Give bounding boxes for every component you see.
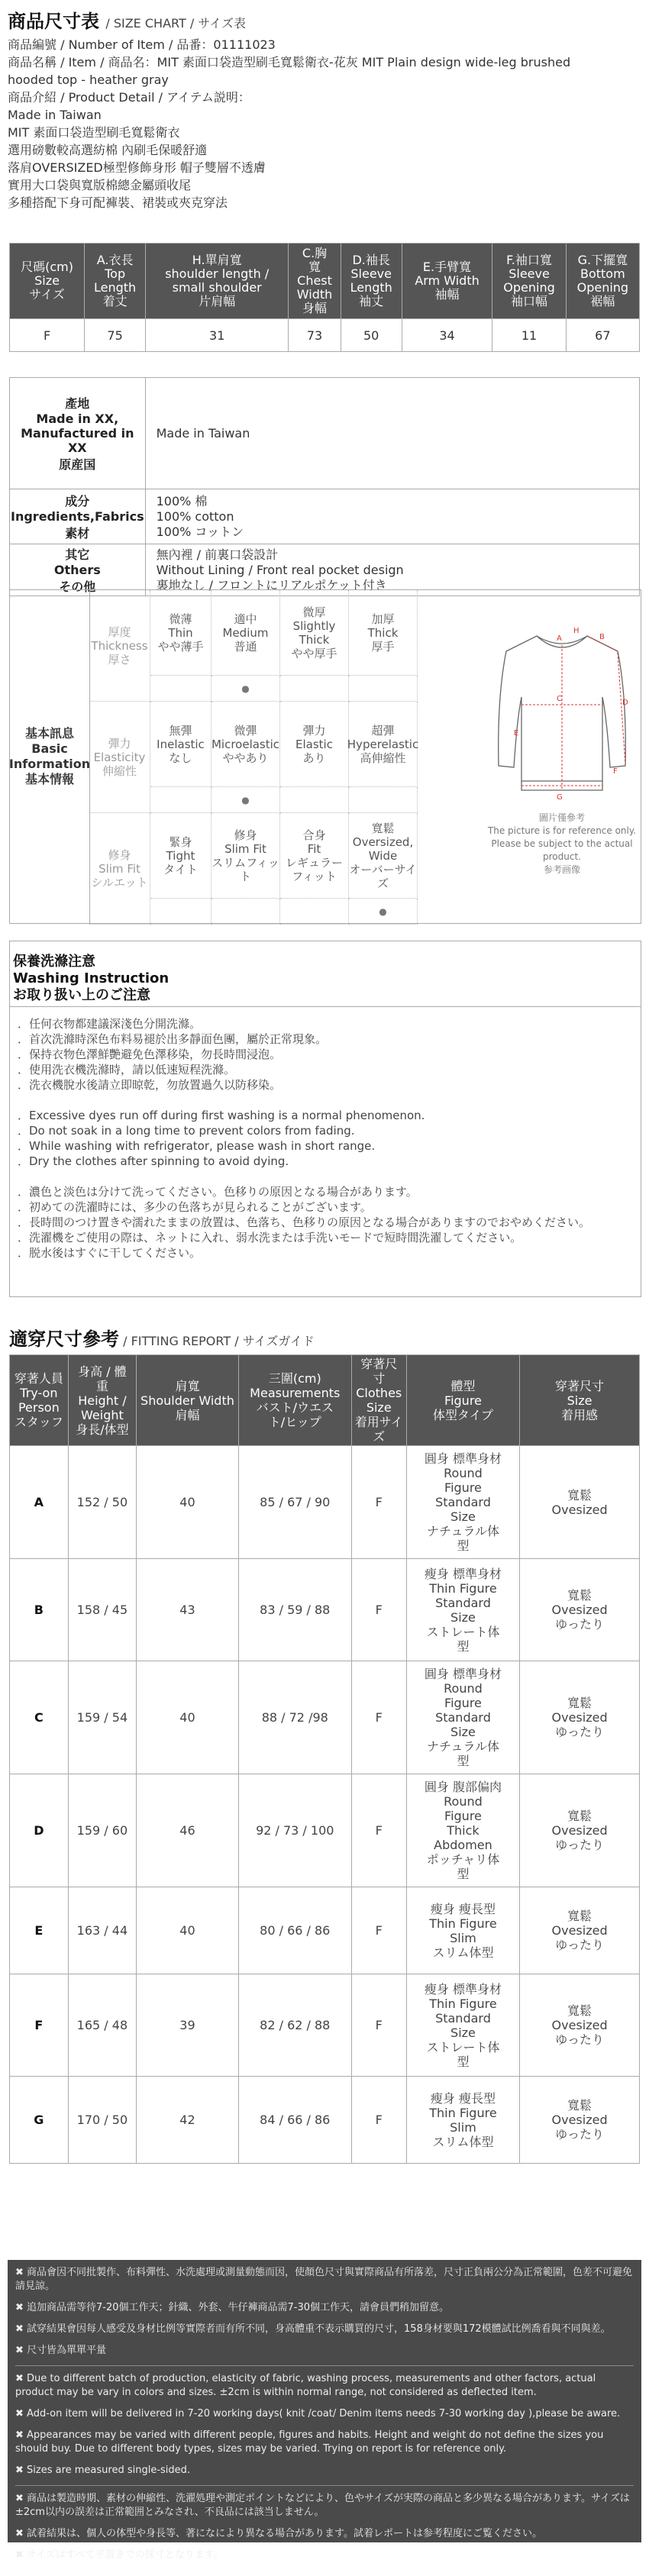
size-header-cell: G.下擺寬 Bottom Opening 裾幅: [566, 244, 639, 319]
selection-dot-cell: [280, 899, 349, 925]
care-line: ．首次洗滌時深色布料易褪於出多靜面色團，屬於正常現象。: [18, 1032, 328, 1046]
fitting-cell-figure: 圓身 腹部偏肉 Round Figure Thick Abdomen ポッチャリ体 型: [406, 1774, 519, 1887]
fitting-cell-figure: 瘦身 瘦長型 Thin Figure Slim スリム体型: [406, 1887, 519, 1974]
fitting-cell-fit: 寬鬆 Ovesized ゆったり: [520, 1974, 640, 2077]
size-header-cell: C.胸 寬 Chest Width 身幅: [289, 244, 341, 319]
basic-row-name: 修身 Slim Fit シルエット: [89, 813, 150, 925]
fitting-cell-shoulder: 40: [137, 1446, 239, 1559]
fitting-header-cell: 身高 / 體 重 Height / Weight 身長/体型: [68, 1355, 136, 1446]
fitting-header-cell: 肩寬 Shoulder Width 肩幅: [137, 1355, 239, 1446]
basic-info-label: 基本訊息 Basic Information 基本情報: [10, 590, 90, 923]
info-line: 多種搭配下身可配褲裝、裙裝或夾克穿法: [8, 195, 228, 210]
fitting-cell-measure: 82 / 62 / 88: [238, 1974, 351, 2077]
note-line: ✖ 試着結果は、個人の体型や身長等、著になにより異なる場合があります。試着レポートは参考程度にご覧ください。: [15, 2528, 542, 2539]
care-line: ．While washing with refrigerator, please wash in short range.: [18, 1139, 376, 1153]
basic-option: 合身 Fit レギュラーフィット: [280, 813, 349, 899]
care-line: ．使用洗衣機洗滌時，請以低速短程洗滌。: [18, 1063, 236, 1077]
fitting-cell-figure: 瘦身 標準身材 Thin Figure Standard Size ストレート体 型: [406, 1559, 519, 1661]
fitting-row: [10, 2077, 640, 2164]
info-line: 實用大口袋與寬版棉總金屬頭收尾: [8, 178, 192, 192]
fitting-cell-hw: 165 / 48: [68, 1974, 136, 2077]
fitting-cell-id: E: [10, 1887, 69, 1974]
fitting-cell-fit: 寬鬆 Ovesized ゆったり: [520, 1887, 640, 1974]
size-header-cell: D.袖長 Sleeve Length 袖丈: [341, 244, 402, 319]
meta-key: 其它 Others その他: [10, 544, 146, 596]
info-line: Made in Taiwan: [8, 108, 102, 122]
selection-dot-cell: [211, 899, 280, 925]
fitting-cell-size: F: [351, 1887, 406, 1974]
fitting-cell-figure: 瘦身 瘦長型 Thin Figure Slim スリム体型: [406, 2077, 519, 2164]
fitting-cell-fit: 寬鬆 Ovesized ゆったり: [520, 1559, 640, 1661]
size-value-cell: 11: [492, 319, 566, 352]
size-value-cell: 73: [289, 319, 341, 352]
fitting-cell-size: F: [351, 1774, 406, 1887]
care-line: ．Do not soak in a long time to prevent colors from fading.: [18, 1124, 355, 1138]
note-line: ✖ Due to different batch of production, elasticity of fabric, washing process, measurements and other factors, actual product may be vary in colors and sizes. ±2cm is within normal range, not considered as deflected item.: [15, 2373, 596, 2398]
figure-letter: G: [557, 793, 563, 802]
meta-row: [10, 378, 640, 489]
care-instructions: [9, 941, 641, 1297]
product-info: [8, 36, 570, 211]
selection-dot-cell: [211, 787, 280, 813]
fitting-cell-size: F: [351, 1661, 406, 1774]
fitting-header-cell: 體型 Figure 体型タイプ: [406, 1355, 519, 1446]
section-header: [8, 6, 570, 211]
basic-option: 緊身 Tight タイト: [150, 813, 211, 899]
fitting-cell-id: G: [10, 2077, 69, 2164]
note-line: ✖ サイズはすべて平置きでの採寸となります。: [15, 2549, 224, 2561]
fitting-cell-hw: 170 / 50: [68, 2077, 136, 2164]
fitting-cell-hw: 152 / 50: [68, 1446, 136, 1559]
note-line: ✖ Sizes are measured single-sided.: [15, 2465, 191, 2476]
fitting-cell-shoulder: 39: [137, 1974, 239, 2077]
size-chart-title: 商品尺寸表 / SIZE CHART / サイズ表: [8, 11, 247, 32]
fitting-cell-shoulder: 42: [137, 2077, 239, 2164]
care-line: ．洗濯機をご使用の際は、ネットに入れ、弱水洗または手洗いモードで短時間洗濯してください。: [18, 1231, 522, 1244]
fitting-cell-shoulder: 40: [137, 1887, 239, 1974]
size-table-header: [10, 244, 640, 319]
note-line: ✖ 商品は製造時期、素材の伸縮性、洗濯処理や測定ポイントなどにより、色やサイズが実際の商品と多少異なる場合があります。サイズは±2cm以内の誤差は正常範囲とみなされ、不良品には該当しません。: [15, 2493, 630, 2518]
size-header-cell: A.衣長 Top Length 着丈: [85, 244, 146, 319]
note-line: ✖ 試穿結果會因每人感受及身材比例等實際者而有所不同，身高體重不表示購買的尺寸，158身材要與172模體試比例喬看與不同與差。: [15, 2323, 611, 2335]
size-header-cell: H.單肩寬 shoulder length / small shoulder 片肩幅: [146, 244, 289, 319]
info-line: 商品介紹 / Product Detail / アイテム説明：: [8, 90, 250, 105]
basic-option: 適中 Medium 普通: [211, 590, 280, 676]
size-value-cell: 34: [402, 319, 492, 352]
selected-dot-icon: ●: [241, 794, 250, 805]
fitting-header-cell: 三圍(cm) Measurements バスト/ウエス ト/ヒップ: [238, 1355, 351, 1446]
meta-value: 無內裡 / 前裏口袋設計 Without Lining / Front real pocket design 裏地なし / フロントにリアルポケット付き: [145, 544, 639, 596]
care-line: ．Dry the clothes after spinning to avoid dying.: [18, 1154, 289, 1168]
meta-row: [10, 544, 640, 596]
figure-letter: F: [613, 767, 618, 776]
info-line: 商品名稱 / Item / 商品名：MIT 素面口袋造型刷毛寬鬆衛衣-花灰 MIT Plain design wide-leg brushed: [8, 55, 571, 69]
basic-info: [9, 589, 641, 924]
note-line: ✖ 追加商品需等待7-20個工作天；針織、外套、牛仔褲商品需7-30個工作天，請會員們稍加留意。: [15, 2302, 450, 2313]
selection-dot-cell: [349, 676, 418, 702]
care-line: ．洗衣機脫水後請立即晾乾，勿放置過久以防移染。: [18, 1078, 282, 1092]
fitting-cell-hw: 159 / 60: [68, 1774, 136, 1887]
garment-figure: [483, 590, 641, 923]
size-value-cell: 75: [85, 319, 146, 352]
basic-option: 超彈 Hyperelastic 高伸縮性: [349, 702, 418, 787]
info-line: 商品編號 / Number of Item / 品番：01111023: [8, 37, 276, 52]
figure-letter: B: [599, 633, 605, 641]
care-line: ．濃色と淡色は分けて洗ってください。色移りの原因となる場合があります。: [18, 1185, 418, 1199]
fitting-row: [10, 1559, 640, 1661]
fitting-cell-id: D: [10, 1774, 69, 1887]
basic-info-grid: [89, 590, 456, 923]
fitting-cell-figure: 瘦身 標準身材 Thin Figure Standard Size ストレート体 型: [406, 1974, 519, 2077]
selected-dot-icon: ●: [379, 905, 387, 917]
fitting-cell-size: F: [351, 1974, 406, 2077]
fitting-cell-shoulder: 43: [137, 1559, 239, 1661]
size-value-cell: F: [10, 319, 85, 352]
info-line: MIT 素面口袋造型刷毛寬鬆衛衣: [8, 125, 180, 140]
size-value-cell: 50: [341, 319, 402, 352]
fitting-row: [10, 1661, 640, 1774]
size-header-cell: 尺碼(cm) Size サイズ: [10, 244, 85, 319]
fitting-row: [10, 1446, 640, 1559]
figure-letter: C: [557, 695, 562, 703]
basic-option: 寬鬆 Oversized, Wide オーバーサイズ: [349, 813, 418, 899]
care-line: ．長時間のつけ置きや濡れたままの放置は、色落ち、色移りの原因となる場合がありますのでおやめください。: [18, 1215, 591, 1229]
fitting-cell-measure: 84 / 66 / 86: [238, 2077, 351, 2164]
selection-dot-cell: [280, 676, 349, 702]
meta-key: 產地 Made in XX, Manufactured in XX 原産国: [10, 378, 146, 489]
fitting-cell-fit: 寬鬆 Ovesized ゆったり: [520, 2077, 640, 2164]
selected-dot-icon: ●: [241, 683, 250, 694]
fitting-cell-fit: 寬鬆 Ovesized ゆったり: [520, 1774, 640, 1887]
selection-dot-cell: [150, 787, 211, 813]
notes-panel: [8, 2260, 641, 2561]
meta-table: [9, 377, 640, 596]
care-line: ．保持衣物色澤鮮艷避免色澤移染，勿長時間浸泡。: [18, 1048, 282, 1061]
fitting-row: [10, 1774, 640, 1887]
size-table-row: [10, 319, 640, 352]
care-line: [18, 1169, 590, 1184]
basic-option: 彈力 Elastic あり: [280, 702, 349, 787]
meta-row: [10, 489, 640, 544]
basic-option: 微厚 Slightly Thick やや厚手: [280, 590, 349, 676]
selection-dot-cell: [349, 787, 418, 813]
sweatshirt-diagram-icon: [483, 590, 641, 842]
fitting-header-cell: 穿著尺寸 Size 着用感: [520, 1355, 640, 1446]
fitting-cell-id: C: [10, 1661, 69, 1774]
size-value-cell: 67: [566, 319, 639, 352]
figure-letter: A: [557, 634, 562, 643]
fitting-cell-measure: 80 / 66 / 86: [238, 1887, 351, 1974]
fitting-cell-fit: 寬鬆 Ovesized ゆったり: [520, 1661, 640, 1774]
note-line: ✖ Add-on item will be delivered in 7-20 working days( knit /coat/ Denim items needs 7-30 working day ),please be aware.: [15, 2408, 621, 2419]
care-lines: [18, 1016, 590, 1261]
basic-row-name: 彈力 Elasticity 伸縮性: [89, 702, 150, 813]
selection-dot-cell: [349, 899, 418, 925]
fitting-cell-hw: 163 / 44: [68, 1887, 136, 1974]
size-value-cell: 31: [146, 319, 289, 352]
meta-value: 100% 棉 100% cotton 100% コットン: [145, 489, 639, 544]
fitting-cell-shoulder: 40: [137, 1661, 239, 1774]
basic-option: 無彈 Inelastic なし: [150, 702, 211, 787]
note-line: ✖ 商品會因不同批製作、布料彈性、水洗處理或測量動態而因，使顏色尺寸與實際商品有所落差，尺寸正負兩公分為正常範圍，色差不可避免請見諒。: [15, 2267, 633, 2292]
fitting-header-cell: 穿著尺 寸 Clothes Size 着用サイ ズ: [351, 1355, 406, 1446]
fitting-table: [9, 1354, 640, 2164]
fitting-cell-id: F: [10, 1974, 69, 2077]
meta-key: 成分 Ingredients,Fabrics 素材: [10, 489, 146, 544]
fitting-cell-measure: 92 / 73 / 100: [238, 1774, 351, 1887]
figure-letter: H: [573, 627, 580, 635]
care-line: ．任何衣物都建議深淺色分開洗滌。: [18, 1017, 202, 1031]
fitting-header-cell: 穿著人員 Try-on Person スタッフ: [10, 1355, 69, 1446]
fitting-cell-hw: 159 / 54: [68, 1661, 136, 1774]
basic-option: 修身 Slim Fit スリムフィット: [211, 813, 280, 899]
figure-letter: E: [514, 729, 519, 738]
care-line: ．脱水後はすぐに干してください。: [18, 1246, 202, 1260]
fitting-cell-figure: 圓身 標準身材 Round Figure Standard Size ナチュラル体 型: [406, 1446, 519, 1559]
selection-dot-cell: [280, 787, 349, 813]
meta-value: Made in Taiwan: [145, 378, 639, 489]
fitting-cell-shoulder: 46: [137, 1774, 239, 1887]
fitting-row: [10, 1974, 640, 2077]
note-line: ✖ Appearances may be varied with different people, figures and habits. Height and weight do not define the sizes you should buy. Due to different body types, sizes may be varied. Trying on report is for reference only.: [15, 2429, 604, 2455]
fitting-cell-size: F: [351, 1446, 406, 1559]
selection-dot-cell: [211, 676, 280, 702]
fitting-cell-measure: 83 / 59 / 88: [238, 1559, 351, 1661]
note-line: ✖ 尺寸皆為單單平量: [15, 2345, 107, 2356]
size-table: [9, 243, 640, 352]
info-line: 選用磅數較高選紡棉 內刷毛保暖舒適: [8, 143, 208, 157]
notes-divider: [15, 2485, 634, 2486]
fitting-table-header: [10, 1355, 640, 1446]
fitting-cell-fit: 寬鬆 Ovesized: [520, 1446, 640, 1559]
selection-dot-cell: [150, 899, 211, 925]
fitting-cell-hw: 158 / 45: [68, 1559, 136, 1661]
fitting-row: [10, 1887, 640, 1974]
info-line: 落肩OVERSIZED極型修飾身形 帽子雙層不透膚: [8, 160, 266, 175]
care-title: 保養洗滌注意 Washing Instruction お取り扱い上のご注意: [10, 941, 641, 1007]
basic-option: 加厚 Thick 厚手: [349, 590, 418, 676]
size-header-cell: E.手臂寬 Arm Width 袖幅: [402, 244, 492, 319]
basic-option: 微彈 Microelastic ややあり: [211, 702, 280, 787]
figure-caption: 圖片僅參考 The picture is for reference only. Please be subject to the actual product. 参考画像: [487, 812, 637, 875]
fitting-cell-measure: 88 / 72 /98: [238, 1661, 351, 1774]
fitting-cell-measure: 85 / 67 / 90: [238, 1446, 351, 1559]
care-line: [18, 1093, 590, 1108]
size-header-cell: F.袖口寬 Sleeve Opening 袖口幅: [492, 244, 566, 319]
fitting-cell-size: F: [351, 1559, 406, 1661]
fitting-cell-id: A: [10, 1446, 69, 1559]
selection-dot-cell: [150, 676, 211, 702]
fitting-cell-size: F: [351, 2077, 406, 2164]
care-line: ．Excessive dyes run off during first washing is a normal phenomenon.: [18, 1109, 425, 1122]
basic-row-name: 厚度 Thickness 厚さ: [89, 590, 150, 702]
care-line: ．初めての洗濯時には、多少の色落ちが見られることがございます。: [18, 1200, 372, 1214]
figure-letter: D: [622, 699, 628, 707]
fitting-title: 適穿尺寸參考 / FITTING REPORT / サイズガイド: [9, 1328, 315, 1350]
info-line: hooded top - heather gray: [8, 73, 169, 87]
fitting-cell-figure: 圓身 標準身材 Round Figure Standard Size ナチュラル体 型: [406, 1661, 519, 1774]
fitting-cell-id: B: [10, 1559, 69, 1661]
notes-divider: [15, 2365, 634, 2366]
basic-option: 微薄 Thin やや薄手: [150, 590, 211, 676]
